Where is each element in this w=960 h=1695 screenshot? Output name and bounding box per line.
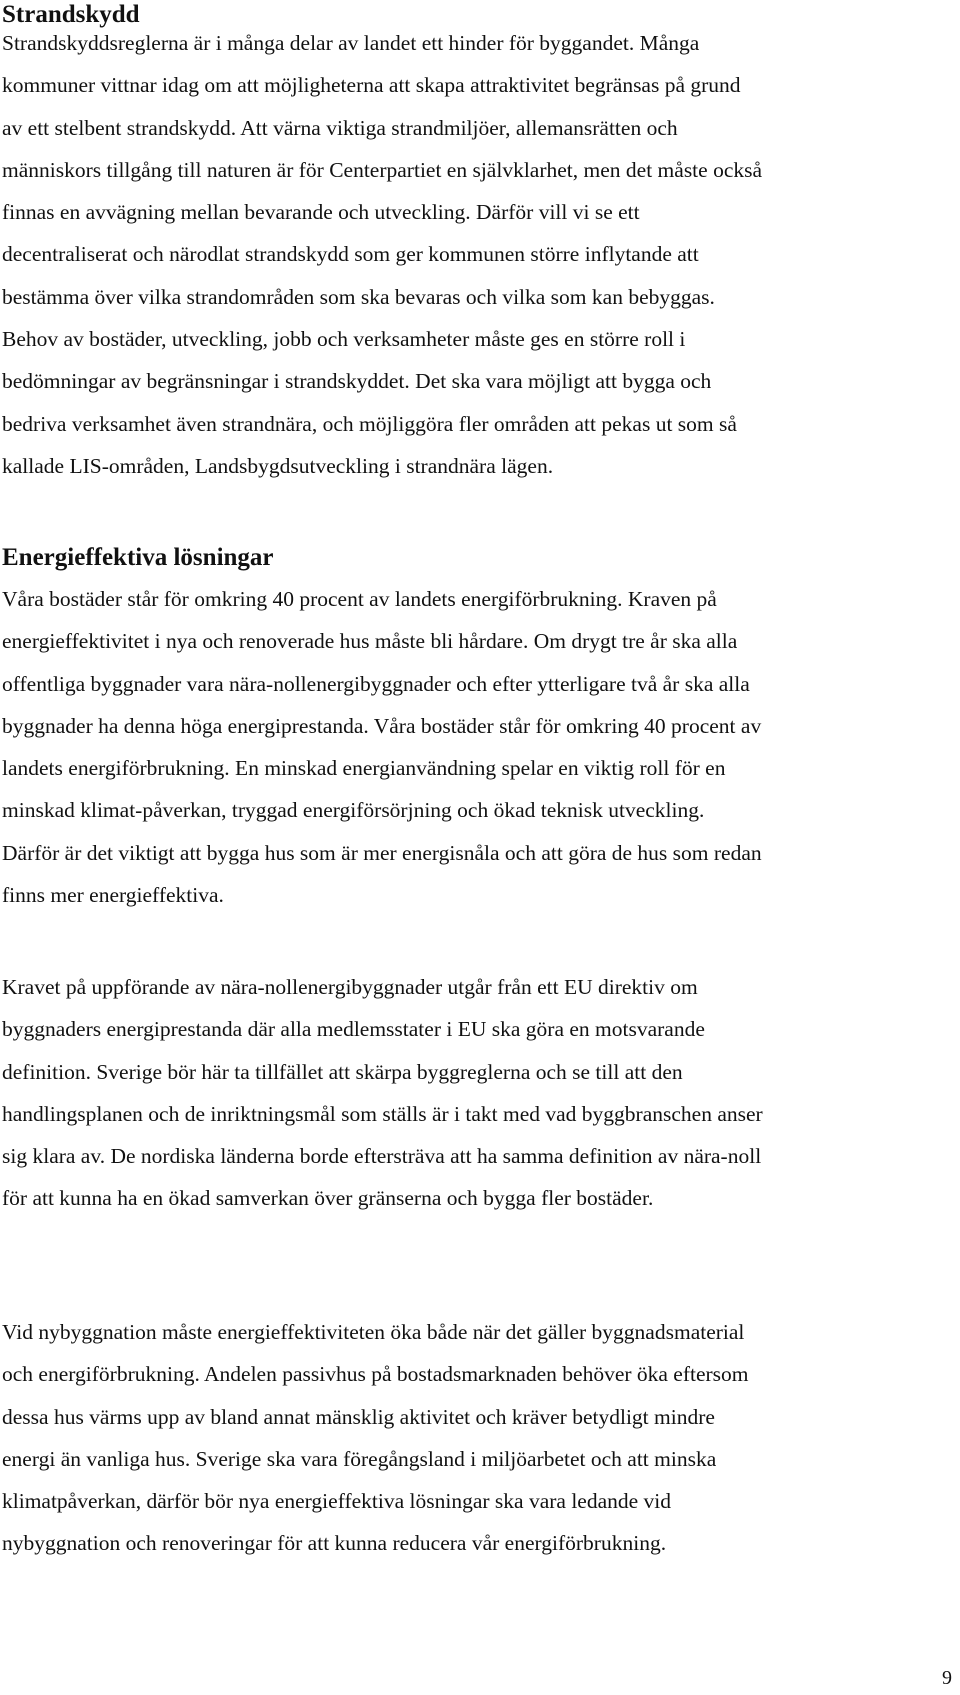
text-line: kallade LIS-områden, Landsbygdsutveckling i strandnära lägen.: [2, 453, 554, 478]
paragraph-new-construction: [2, 1311, 749, 1565]
text-line: minskad klimat-påverkan, tryggad energiförsörjning och ökad teknisk utveckling.: [2, 798, 705, 823]
text-line: handlingsplanen och de inriktningsmål som ställs är i takt med vad byggbranschen anser: [2, 1101, 763, 1126]
text-line: definition. Sverige bör här ta tillfället att skärpa byggreglerna och se till att den: [2, 1059, 683, 1084]
text-line: klimatpåverkan, därför bör nya energieffektiva lösningar ska vara ledande vid: [2, 1489, 672, 1514]
text-line: sig klara av. De nordiska länderna borde eftersträva att ha samma definition av nära-noll: [2, 1144, 762, 1169]
text-line: energi än vanliga hus. Sverige ska vara föregångsland i miljöarbetet och att minska: [2, 1446, 717, 1471]
text-line: av ett stelbent strandskydd. Att värna viktiga strandmiljöer, allemansrätten och: [2, 115, 678, 140]
text-line: Behov av bostäder, utveckling, jobb och verksamheter måste ges en större roll i: [2, 327, 686, 352]
text-line: byggnaders energiprestanda där alla medlemsstater i EU ska göra en motsvarande: [2, 1017, 705, 1042]
text-line: nybyggnation och renoveringar för att kunna reducera vår energiförbrukning.: [2, 1531, 667, 1556]
text-line: kommuner vittnar idag om att möjligheterna att skapa attraktivitet begränsas på grund: [2, 73, 741, 98]
text-line: landets energiförbrukning. En minskad energianvändning spelar en viktig roll för en: [2, 756, 726, 781]
text-line: och energiförbrukning. Andelen passivhus på bostadsmarknaden behöver öka eftersom: [2, 1362, 749, 1387]
text-line: Våra bostäder står för omkring 40 procent av landets energiförbrukning. Kraven på: [2, 587, 717, 611]
text-line: decentraliserat och närodlat strandskydd som ger kommunen större inflytande att: [2, 242, 699, 267]
text-line: Strandskyddsreglerna är i många delar av landet ett hinder för byggandet. Många: [2, 31, 700, 55]
section-heading-strandskydd: Strandskydd: [2, 1, 140, 28]
page-number: 9: [942, 1667, 952, 1689]
paragraph-energy-intro: [2, 578, 762, 916]
text-line: dessa hus värms upp av bland annat mänsklig aktivitet och kräver betydligt mindre: [2, 1404, 715, 1429]
text-line: offentliga byggnader vara nära-nollenergibyggnader och efter ytterligare två år ska alla: [2, 671, 750, 696]
text-line: Kravet på uppförande av nära-nollenergibyggnader utgår från ett EU direktiv om: [2, 975, 698, 999]
paragraph-eu-directive: [2, 966, 763, 1220]
text-line: finns mer energieffektiva.: [2, 883, 224, 908]
text-line: människors tillgång till naturen är för Centerpartiet en självklarhet, men det måste också: [2, 157, 763, 182]
text-line: bestämma över vilka strandområden som ska bevaras och vilka som kan bebyggas.: [2, 284, 715, 309]
text-line: energieffektivitet i nya och renoverade hus måste bli hårdare. Om drygt tre år ska alla: [2, 629, 738, 654]
section-heading-energieffektiva-losningar: Energieffektiva lösningar: [2, 544, 274, 571]
text-line: byggnader ha denna höga energiprestanda. Våra bostäder står för omkring 40 procent av: [2, 713, 762, 738]
text-line: för att kunna ha en ökad samverkan över gränserna och bygga fler bostäder.: [2, 1186, 654, 1211]
text-line: Därför är det viktigt att bygga hus som är mer energisnåla och att göra de hus som redan: [2, 840, 762, 865]
text-line: bedömningar av begränsningar i strandskyddet. Det ska vara möjligt att bygga och: [2, 369, 712, 394]
text-line: Vid nybyggnation måste energieffektiviteten öka både när det gäller byggnadsmaterial: [2, 1320, 745, 1344]
text-line: bedriva verksamhet även strandnära, och möjliggöra fler områden att pekas ut som så: [2, 411, 737, 436]
paragraph-strandskydd: [2, 22, 762, 487]
text-line: finnas en avvägning mellan bevarande och utveckling. Därför vill vi se ett: [2, 200, 640, 225]
